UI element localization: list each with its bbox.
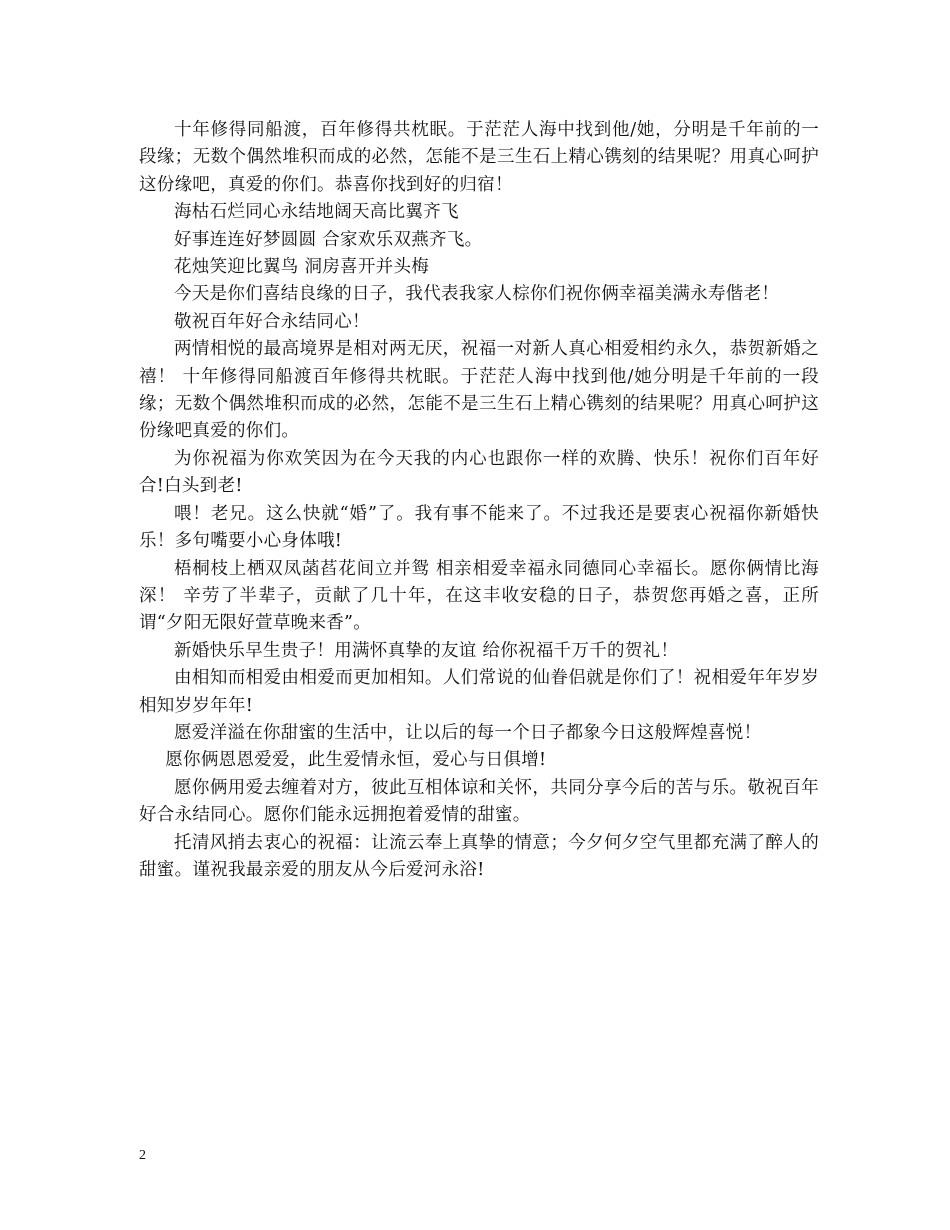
paragraph: 为你祝福为你欢笑因为在今天我的内心也跟你一样的欢腾、快乐！祝你们百年好合!白头到老! xyxy=(139,448,819,497)
page-number: 2 xyxy=(139,1148,146,1163)
paragraph: 今天是你们喜结良缘的日子，我代表我家人棕你们祝你俩幸福美满永寿偕老！ xyxy=(174,284,780,305)
paragraph: 好事连连好梦圆圆 合家欢乐双燕齐飞。 xyxy=(174,229,483,250)
paragraph: 十年修得同船渡，百年修得共枕眠。于茫茫人海中找到他/她，分明是千年前的一段缘；无数个偶然堆积而成的必然，怎能不是三生石上精心镌刻的结果呢？用真心呵护这份缘吧，真爱的你们。恭喜你找到好的归宿！ xyxy=(139,120,819,195)
paragraph: 喂！老兄。这么快就“婚”了。我有事不能来了。不过我还是要衷心祝福你新婚快乐！多句嘴要小心身体哦! xyxy=(139,503,819,552)
paragraph: 花烛笑迎比翼鸟 洞房喜开并头梅 xyxy=(174,257,430,278)
paragraph: 愿你俩恩恩爱爱，此生爱情永恒，爱心与日俱增! xyxy=(165,750,547,771)
document-body xyxy=(139,117,819,884)
paragraph: 愿爱洋溢在你甜蜜的生活中，让以后的每一个日子都象今日这般辉煌喜悦！ xyxy=(174,722,762,743)
paragraph: 两情相悦的最高境界是相对两无厌，祝福一对新人真心相爱相约永久，恭贺新婚之禧！ 十年修得同船渡百年修得共枕眠。于茫茫人海中找到他/她分明是千年前的一段缘；无数个偶然堆积而成的必然，怎能不是三生石上精心镌刻的结果呢？用真心呵护这份缘吧真爱的你们。 xyxy=(139,339,819,442)
paragraph: 海枯石烂同心永结地阔天高比翼齐飞 xyxy=(174,202,459,223)
paragraph: 托清风捎去衷心的祝福：让流云奉上真挚的情意；今夕何夕空气里都充满了醉人的甜蜜。谨祝我最亲爱的朋友从今后爱河永浴! xyxy=(139,832,819,880)
paragraph: 梧桐枝上栖双凤菡萏花间立并鸳 相亲相爱幸福永同德同心幸福长。愿你俩情比海深！ 辛劳了半辈子，贡献了几十年，在这丰收安稳的日子，恭贺您再婚之喜，正所谓“夕阳无限好萱草晚来香”。 xyxy=(139,558,819,634)
paragraph: 敬祝百年好合永结同心！ xyxy=(174,311,370,332)
paragraph: 新婚快乐早生贵子！用满怀真挚的友谊 给你祝福千万千的贺礼！ xyxy=(174,640,679,661)
paragraph: 愿你俩用爱去缠着对方，彼此互相体谅和关怀，共同分享今后的苦与乐。敬祝百年好合永结同心。愿你们能永远拥抱着爱情的甜蜜。 xyxy=(139,777,819,826)
paragraph: 由相知而相爱由相爱而更加相知。人们常说的仙眷侣就是你们了！祝相爱年年岁岁相知岁岁年年! xyxy=(139,668,819,716)
